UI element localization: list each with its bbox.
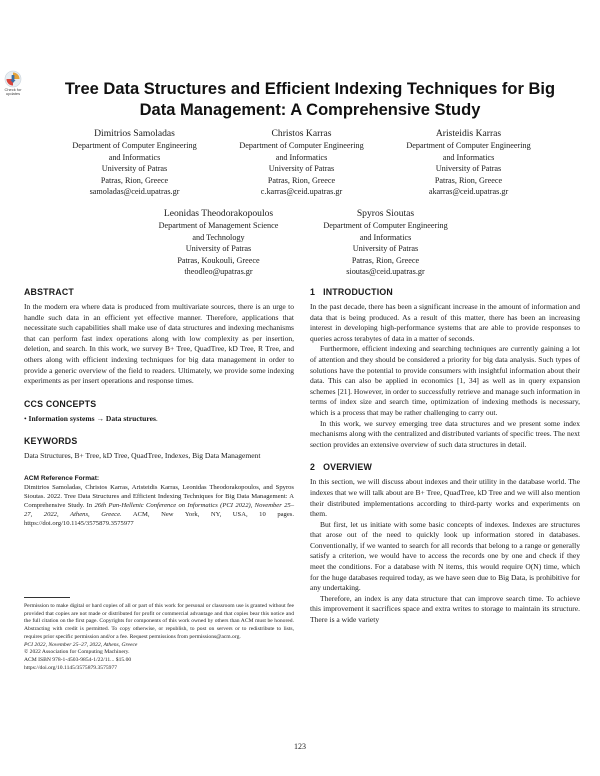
acm-reference-heading: ACM Reference Format: (24, 474, 100, 482)
author-block (52, 127, 217, 198)
author-university: University of Patras (352, 244, 419, 254)
author-name: Christos Karras (271, 128, 332, 139)
abstract-text: In the modern era where data is produced from multivariate sources, there is an urge to handle such data in an efficient yet effective manner. Therefore, applications that necessitate such capabilities shall make use of data structures and indexing mechanisms that can perform fast index operations along with low complexity as per insertion, deletion, and search. In this work, we survey B+ Tree, QuadTree, kD Tree, R Tree, and others along with efficient indexing techniques for big data management in order to provide a generic overview of the field to readers. Ultimately, we provide some indexing experiments as per insert operations and response times. (24, 302, 294, 386)
abstract-heading: ABSTRACT (24, 287, 74, 297)
author-block (136, 207, 301, 278)
author-block (386, 127, 551, 198)
isbn-line: ACM ISBN 978-1-4503-9854-1/22/11... $15.00 (24, 656, 132, 663)
ccs-concept-line (24, 414, 294, 425)
author-department: Department of Computer Engineering (323, 221, 448, 230)
author-department: Department of Computer Engineering (239, 141, 364, 150)
author-department-cont: and Informatics (442, 152, 495, 162)
author-name: Leonidas Theodorakopoulos (163, 208, 274, 219)
author-name: Aristeidis Karras (435, 128, 502, 139)
author-university: University of Patras (435, 164, 502, 174)
check-for-updates-icon (4, 70, 22, 88)
doi-link[interactable]: https://doi.org/10.1145/3575879.3575977 (24, 664, 118, 671)
copyright-line: © 2022 Association for Computing Machinery. (24, 649, 130, 656)
author-city: Patras, Rion, Greece (267, 175, 336, 185)
intro-paragraph-3: In this work, we survey emerging tree data structures and we present some index mechanisms along with the centralized and distributed variants of specific trees. The next section provides an extensive overview of such data structures in detail. (310, 418, 580, 449)
author-email[interactable]: sioutas@ceid.upatras.gr (346, 267, 425, 277)
footnote-rule (24, 597, 70, 598)
overview-paragraph-2: But first, let us initiate with some basic concepts of indexes. Indexes are structures that arose out of the need to quickly look up information stored in databases. Conventionally, if we wanted to search for all records that belong to a range or generally satisfy a criterion, we would have to access the records one by one and check if they meet the conditions. For a database with N items, this would require O(N) time, which for the huge databases required today, as we have seen due to Big Data, is prohibitive for any undertaking. (310, 519, 580, 593)
author-city: Patras, Rion, Greece (351, 255, 420, 265)
acm-reference-venue: 26th Pan-Hellenic Conference on Informatics (PCI 2022), November 25–27, 2022, Athens, Greece. (24, 501, 294, 518)
author-department-cont: and Technology (192, 232, 245, 242)
conference-line: PCI 2022, November 25–27, 2022, Athens, Greece (24, 641, 138, 648)
acm-reference-text (24, 483, 294, 528)
overview-paragraph-1: In this section, we will discuss about indexes and their utility in the database world. The indexes that we will talk about are B+ Tree, QuadTree, kD Tree and we will also mention their distributed implementations according to third-party works and experiments on them. (310, 477, 580, 519)
acm-reference-authors: Dimitrios Samoladas, Christos Karras, Aristeidis Karras, Leonidas Theodorakopoulos, and Spyros Sioutas. 2022. Tree Data Structures and Efficient Indexing Techniques for Big Data Management: A Comprehensive Study. In (24, 483, 294, 509)
title-line-2: Data Management: A Comprehensive Study (139, 101, 481, 119)
section-title: INTRODUCTION (323, 287, 393, 297)
section-number: 1 (310, 287, 316, 297)
introduction-heading (310, 287, 580, 298)
left-column (24, 287, 294, 528)
author-department: Department of Computer Engineering (72, 141, 197, 150)
page-number: 123 (294, 742, 306, 751)
author-university: University of Patras (101, 164, 168, 174)
permission-text: Permission to make digital or hard copies of all or part of this work for personal or classroom use is granted without fee provided that copies are not made or distributed for profit or commercial advantage and that copies bear this notice and the full citation on the first page. Copyrights for components of this work owned by others than ACM must be honored. Abstracting with credit is permitted. To copy otherwise, or republish, to post on servers or to redistribute to lists, requires prior specific permission and/or a fee. Request permissions from permissions@acm.org. (24, 603, 294, 640)
author-email[interactable]: theodleo@upatras.gr (184, 267, 253, 277)
intro-paragraph-2: Furthermore, efficient indexing and searching techniques are currently gaining a lot of attention and they should be considered a priority for big data analysis. Such types of solutions have the potential to provide consumers with insightful information about their data. This can also be applied in economics [1, 34] as well as in query expansion schemes [21]. However, in order to successfully retrieve and manage such information in terms of index size and search time, optimization of indexing methods is necessary, which is a process that may be rather challenging to carry out. (310, 344, 580, 417)
author-department: Department of Computer Engineering (406, 141, 531, 150)
author-email[interactable]: akarras@ceid.upatras.gr (428, 187, 509, 197)
author-university: University of Patras (185, 244, 252, 254)
check-for-updates-label: Check for updates (4, 87, 22, 96)
ccs-bullet: • (24, 413, 27, 423)
author-university: University of Patras (268, 164, 335, 174)
section-number: 2 (310, 462, 316, 473)
author-city: Patras, Rion, Greece (434, 175, 503, 185)
overview-paragraph-3: Therefore, an index is any data structure that can improve search time. To achieve this improvement it sacrifices space and extra writes to storage to maintain its structure. There is a wide variety (310, 593, 580, 625)
permission-notice (24, 603, 294, 672)
ccs-period: . (155, 413, 158, 423)
check-for-updates-badge[interactable] (2, 70, 24, 96)
title-line-1: Tree Data Structures and Efficient Indexing Techniques for Big (64, 80, 556, 98)
author-name: Dimitrios Samoladas (94, 128, 175, 139)
author-department-cont: and Informatics (359, 232, 412, 242)
acm-reference-doi[interactable]: ACM, New York, NY, USA, 10 pages. https://doi.org/10.1145/3575879.3575977 (24, 510, 294, 527)
author-email[interactable]: c.karras@ceid.upatras.gr (260, 187, 343, 197)
keywords-text: Data Structures, B+ Tree, kD Tree, QuadTree, Indexes, Big Data Management (24, 451, 261, 461)
right-column (310, 287, 580, 626)
paper-title (40, 79, 580, 121)
author-city: Patras, Koukouli, Greece (177, 255, 260, 265)
ccs-subconcept[interactable]: Data structures (105, 413, 156, 423)
author-city: Patras, Rion, Greece (100, 175, 169, 185)
author-department: Department of Management Science (158, 221, 279, 230)
ccs-concept[interactable]: Information systems (28, 413, 95, 423)
keywords-heading: KEYWORDS (24, 436, 78, 447)
author-email[interactable]: samoladas@ceid.upatras.gr (89, 187, 180, 197)
ccs-heading: CCS CONCEPTS (24, 398, 97, 409)
author-department-cont: and Informatics (275, 152, 328, 162)
author-block (303, 207, 468, 278)
overview-heading (310, 462, 580, 473)
arrow-right-icon: → (96, 413, 105, 423)
intro-paragraph-1: In the past decade, there has been a significant increase in the amount of information and data that is being produced. As a result of this matter, there has been an increasing interest in developing high-performance systems that are able to provide responses to queries across terabytes of data in a matter of seconds. (310, 302, 580, 343)
author-block (219, 127, 384, 198)
author-name: Spyros Sioutas (356, 208, 415, 219)
section-title: OVERVIEW (323, 462, 372, 473)
author-department-cont: and Informatics (108, 152, 161, 162)
